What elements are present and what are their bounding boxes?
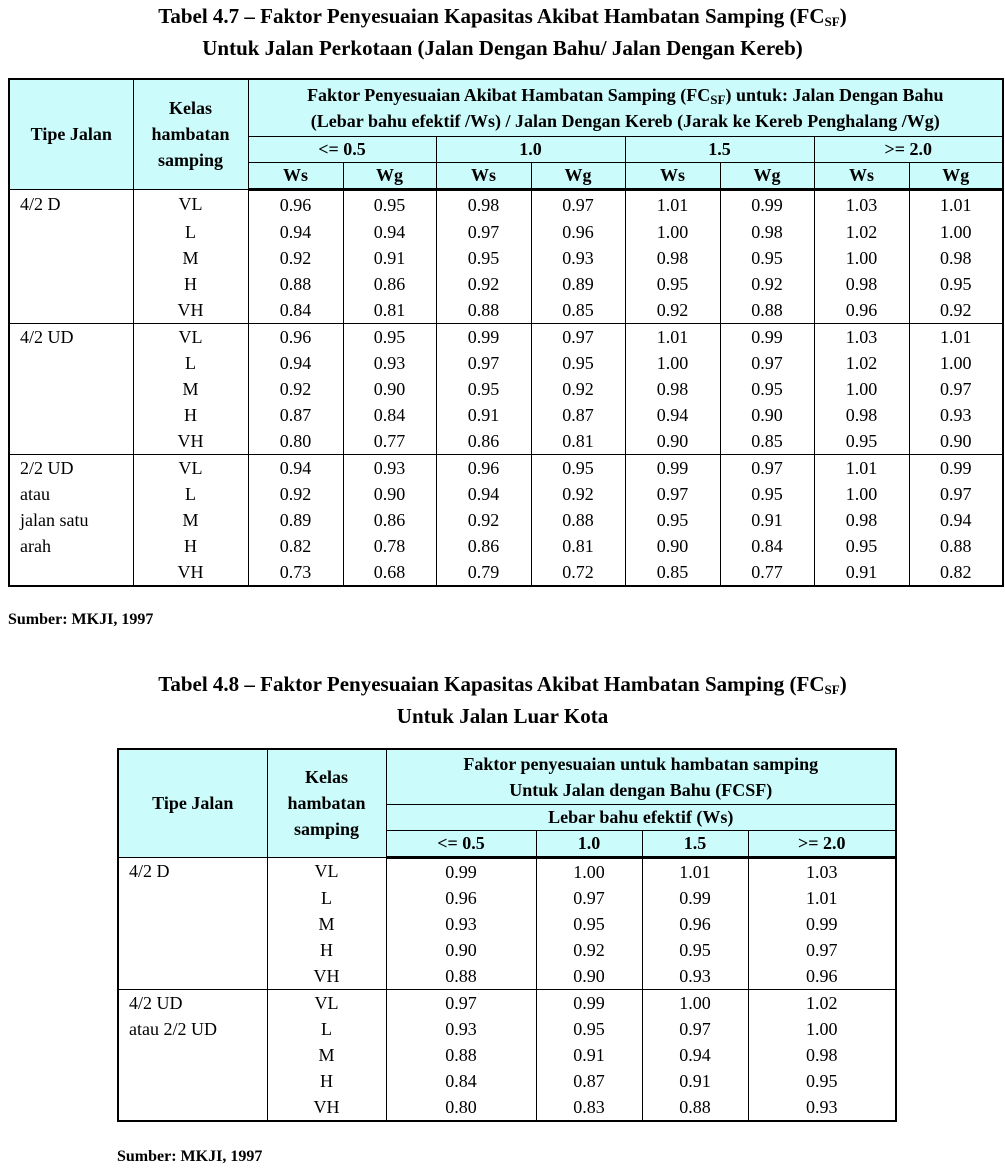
road-type-cell xyxy=(118,1042,267,1068)
class-cell: M xyxy=(267,911,386,937)
value-cell: 0.92 xyxy=(531,481,625,507)
value-cell: 1.00 xyxy=(814,481,909,507)
value-cell: 0.88 xyxy=(909,533,1003,559)
class-cell: H xyxy=(267,1068,386,1094)
road-type-cell: 2/2 UD xyxy=(9,455,133,482)
road-type-cell xyxy=(9,219,133,245)
value-cell: 0.88 xyxy=(720,297,814,324)
value-cell: 0.95 xyxy=(343,324,436,351)
table1-subheader: Wg xyxy=(531,162,625,189)
table-row xyxy=(118,1042,896,1068)
value-cell: 0.86 xyxy=(436,428,531,455)
value-cell: 0.85 xyxy=(531,297,625,324)
value-cell: 0.93 xyxy=(642,963,748,990)
value-cell: 0.95 xyxy=(536,911,642,937)
value-cell: 1.01 xyxy=(642,857,748,885)
value-cell: 0.85 xyxy=(625,559,720,586)
value-cell: 0.88 xyxy=(531,507,625,533)
table-row xyxy=(118,1016,896,1042)
value-cell: 0.92 xyxy=(909,297,1003,324)
road-type-cell xyxy=(9,271,133,297)
value-cell: 0.97 xyxy=(436,219,531,245)
class-cell: M xyxy=(133,376,248,402)
value-cell: 1.01 xyxy=(625,324,720,351)
class-cell: L xyxy=(133,481,248,507)
table1-width-header: 1.5 xyxy=(625,136,814,162)
value-cell: 0.82 xyxy=(248,533,343,559)
road-type-cell: jalan satu xyxy=(20,510,89,530)
value-cell: 0.95 xyxy=(720,376,814,402)
class-cell: L xyxy=(133,350,248,376)
value-cell: 0.90 xyxy=(909,428,1003,455)
table-row xyxy=(9,350,1003,376)
table2-header-kelas: Kelas hambatan samping xyxy=(267,749,386,857)
value-cell: 0.95 xyxy=(625,271,720,297)
value-cell: 0.97 xyxy=(436,350,531,376)
road-type-cell xyxy=(9,402,133,428)
road-type-cell xyxy=(9,428,133,455)
value-cell: 0.99 xyxy=(642,885,748,911)
value-cell: 0.84 xyxy=(343,402,436,428)
table1-width-header: >= 2.0 xyxy=(814,136,1003,162)
table-row xyxy=(9,297,1003,324)
value-cell: 0.81 xyxy=(531,533,625,559)
value-cell: 0.97 xyxy=(536,885,642,911)
class-cell: H xyxy=(133,271,248,297)
value-cell: 0.87 xyxy=(536,1068,642,1094)
table1-source: Sumber: MKJI, 1997 xyxy=(8,611,154,628)
road-type-cell xyxy=(9,376,133,402)
road-type-cell: atau xyxy=(20,484,50,504)
table1 xyxy=(8,78,1004,587)
value-cell: 0.99 xyxy=(625,455,720,482)
value-cell: 0.96 xyxy=(642,911,748,937)
road-type-cell xyxy=(118,937,267,963)
value-cell: 0.89 xyxy=(531,271,625,297)
value-cell: 0.95 xyxy=(536,1016,642,1042)
table-row xyxy=(118,989,896,1016)
value-cell: 0.95 xyxy=(814,428,909,455)
value-cell: 0.68 xyxy=(343,559,436,586)
road-type-cell xyxy=(9,245,133,271)
value-cell: 1.02 xyxy=(814,219,909,245)
class-cell: VH xyxy=(267,1094,386,1121)
value-cell: 0.91 xyxy=(642,1068,748,1094)
value-cell: 0.90 xyxy=(343,376,436,402)
value-cell: 0.99 xyxy=(748,911,896,937)
value-cell: 0.95 xyxy=(625,507,720,533)
value-cell: 0.95 xyxy=(720,481,814,507)
class-cell: L xyxy=(267,885,386,911)
value-cell: 0.94 xyxy=(436,481,531,507)
value-cell: 0.95 xyxy=(343,189,436,219)
road-type-cell: 4/2 UD xyxy=(9,324,133,351)
class-cell: H xyxy=(267,937,386,963)
value-cell: 0.96 xyxy=(248,324,343,351)
table-row xyxy=(9,481,1003,507)
value-cell: 0.95 xyxy=(720,245,814,271)
table2-width-header: <= 0.5 xyxy=(386,830,536,857)
value-cell: 0.97 xyxy=(642,1016,748,1042)
value-cell: 0.94 xyxy=(343,219,436,245)
value-cell: 0.88 xyxy=(386,963,536,990)
table1-header-faktor: Faktor Penyesuaian Akibat Hambatan Samping $(FC_{SF})$ untuk: Jalan Dengan Bahu (Lebar bahu efektif /Ws) / Jalan Dengan Kereb (Jarak ke Kereb Penghalang /Wg) xyxy=(248,79,1003,136)
value-cell: 0.95 xyxy=(642,937,748,963)
value-cell: 0.97 xyxy=(386,989,536,1016)
value-cell: 0.97 xyxy=(748,937,896,963)
table2-source: Sumber: MKJI, 1997 xyxy=(117,1148,263,1165)
value-cell: 0.92 xyxy=(248,481,343,507)
value-cell: 0.98 xyxy=(436,189,531,219)
value-cell: 0.99 xyxy=(909,455,1003,482)
value-cell: 0.95 xyxy=(748,1068,896,1094)
value-cell: 0.98 xyxy=(720,219,814,245)
table-row xyxy=(9,219,1003,245)
value-cell: 0.93 xyxy=(748,1094,896,1121)
value-cell: 0.99 xyxy=(436,324,531,351)
table1-caption: Tabel 4.7 – Faktor Penyesuaian Kapasitas Akibat Hambatan Samping $(FC_{SF})$ Untuk Jalan Perkotaan (Jalan Dengan Bahu/ Jalan Dengan Kereb) xyxy=(158,4,847,60)
road-type-cell: 4/2 D xyxy=(20,194,61,215)
value-cell: 1.03 xyxy=(814,324,909,351)
table-row xyxy=(9,402,1003,428)
class-cell: M xyxy=(133,245,248,271)
value-cell: 0.99 xyxy=(720,189,814,219)
value-cell: 0.97 xyxy=(909,376,1003,402)
table2-width-header: 1.0 xyxy=(536,830,642,857)
table-row xyxy=(9,559,1003,586)
table1-header-tipe: Tipe Jalan xyxy=(9,79,133,189)
table2-width-header: 1.5 xyxy=(642,830,748,857)
value-cell: 0.92 xyxy=(720,271,814,297)
value-cell: 0.91 xyxy=(343,245,436,271)
value-cell: 0.98 xyxy=(814,402,909,428)
table-row xyxy=(9,507,1003,533)
table2-header-lebar: Lebar bahu efektif (Ws) xyxy=(386,804,896,830)
class-cell: VH xyxy=(267,963,386,990)
value-cell: 0.94 xyxy=(248,350,343,376)
value-cell: 1.02 xyxy=(748,989,896,1016)
value-cell: 0.92 xyxy=(436,271,531,297)
value-cell: 0.93 xyxy=(531,245,625,271)
value-cell: 1.03 xyxy=(748,857,896,885)
table-row xyxy=(118,857,896,885)
value-cell: 0.97 xyxy=(909,481,1003,507)
value-cell: 0.94 xyxy=(642,1042,748,1068)
road-type-cell xyxy=(118,911,267,937)
road-type-cell xyxy=(9,350,133,376)
table-row xyxy=(9,533,1003,559)
value-cell: 0.93 xyxy=(909,402,1003,428)
table1-subheader: Ws xyxy=(248,162,343,189)
value-cell: 0.90 xyxy=(625,533,720,559)
road-type-cell xyxy=(118,1094,267,1121)
value-cell: 0.86 xyxy=(343,271,436,297)
value-cell: 0.96 xyxy=(248,189,343,219)
table1-subheader: Ws xyxy=(436,162,531,189)
class-cell: H xyxy=(133,402,248,428)
value-cell: 0.97 xyxy=(531,324,625,351)
class-cell: H xyxy=(133,533,248,559)
value-cell: 0.92 xyxy=(625,297,720,324)
value-cell: 0.94 xyxy=(625,402,720,428)
value-cell: 0.77 xyxy=(720,559,814,586)
road-type-cell: arah xyxy=(20,536,51,556)
value-cell: 0.96 xyxy=(814,297,909,324)
value-cell: 0.72 xyxy=(531,559,625,586)
value-cell: 1.01 xyxy=(748,885,896,911)
table-row xyxy=(9,428,1003,455)
value-cell: 0.90 xyxy=(536,963,642,990)
value-cell: 0.98 xyxy=(625,376,720,402)
value-cell: 0.94 xyxy=(909,507,1003,533)
value-cell: 0.99 xyxy=(386,857,536,885)
value-cell: 0.98 xyxy=(625,245,720,271)
value-cell: 0.96 xyxy=(531,219,625,245)
class-cell: VH xyxy=(133,297,248,324)
value-cell: 0.95 xyxy=(531,455,625,482)
value-cell: 0.78 xyxy=(343,533,436,559)
value-cell: 1.00 xyxy=(748,1016,896,1042)
table-row xyxy=(9,245,1003,271)
value-cell: 1.01 xyxy=(625,189,720,219)
value-cell: 1.00 xyxy=(625,219,720,245)
table2-caption: Tabel 4.8 – Faktor Penyesuaian Kapasitas Akibat Hambatan Samping $(FC_{SF})$ Untuk Jalan Luar Kota xyxy=(158,672,847,728)
table2-header-faktor: Faktor penyesuaian untuk hambatan samping Untuk Jalan dengan Bahu (FCSF) xyxy=(386,749,896,804)
class-cell: VH xyxy=(133,428,248,455)
table-row xyxy=(9,376,1003,402)
value-cell: 0.80 xyxy=(386,1094,536,1121)
road-type-cell xyxy=(118,1068,267,1094)
value-cell: 0.88 xyxy=(248,271,343,297)
table1-subheader: Wg xyxy=(343,162,436,189)
value-cell: 0.98 xyxy=(814,507,909,533)
value-cell: 0.97 xyxy=(531,189,625,219)
value-cell: 0.98 xyxy=(748,1042,896,1068)
value-cell: 0.91 xyxy=(536,1042,642,1068)
value-cell: 0.90 xyxy=(386,937,536,963)
class-cell: VL xyxy=(133,189,248,219)
value-cell: 0.84 xyxy=(720,533,814,559)
road-type-cell xyxy=(118,885,267,911)
value-cell: 0.95 xyxy=(909,271,1003,297)
value-cell: 0.95 xyxy=(814,533,909,559)
table2-width-header: >= 2.0 xyxy=(748,830,896,857)
table-row xyxy=(9,455,1003,482)
table-row xyxy=(118,963,896,990)
value-cell: 0.96 xyxy=(748,963,896,990)
road-type-cell xyxy=(118,963,267,990)
value-cell: 0.93 xyxy=(343,350,436,376)
class-cell: VL xyxy=(267,857,386,885)
value-cell: 0.98 xyxy=(909,245,1003,271)
value-cell: 0.77 xyxy=(343,428,436,455)
road-type-cell xyxy=(9,297,133,324)
value-cell: 0.79 xyxy=(436,559,531,586)
value-cell: 0.97 xyxy=(720,350,814,376)
table1-subheader: Wg xyxy=(720,162,814,189)
value-cell: 0.95 xyxy=(436,245,531,271)
road-type-cell: 4/2 UD xyxy=(118,989,267,1016)
table1-subheader: Ws xyxy=(814,162,909,189)
value-cell: 0.88 xyxy=(642,1094,748,1121)
road-type-cell: 4/2 D xyxy=(129,861,170,881)
value-cell: 0.89 xyxy=(248,507,343,533)
value-cell: 0.73 xyxy=(248,559,343,586)
table-row xyxy=(9,189,1003,219)
value-cell: 1.00 xyxy=(814,376,909,402)
value-cell: 0.95 xyxy=(531,350,625,376)
value-cell: 0.94 xyxy=(248,219,343,245)
value-cell: 0.92 xyxy=(436,507,531,533)
value-cell: 1.00 xyxy=(536,857,642,885)
road-type-cell xyxy=(9,559,133,586)
value-cell: 1.00 xyxy=(625,350,720,376)
class-cell: VL xyxy=(267,989,386,1016)
table2 xyxy=(117,748,897,1122)
value-cell: 1.02 xyxy=(814,350,909,376)
table-row xyxy=(118,1094,896,1121)
value-cell: 1.00 xyxy=(909,350,1003,376)
value-cell: 0.99 xyxy=(536,989,642,1016)
value-cell: 0.91 xyxy=(436,402,531,428)
value-cell: 0.81 xyxy=(531,428,625,455)
table-row xyxy=(9,324,1003,351)
class-cell: VL xyxy=(133,324,248,351)
road-type-cell: atau 2/2 UD xyxy=(129,1018,217,1039)
table-row xyxy=(118,937,896,963)
value-cell: 0.91 xyxy=(720,507,814,533)
table1-subheader: Wg xyxy=(909,162,1003,189)
value-cell: 0.92 xyxy=(248,376,343,402)
table2-header-tipe: Tipe Jalan xyxy=(118,749,267,857)
value-cell: 0.92 xyxy=(531,376,625,402)
value-cell: 0.87 xyxy=(531,402,625,428)
table-row xyxy=(118,911,896,937)
table1-width-header: <= 0.5 xyxy=(248,136,436,162)
value-cell: 0.81 xyxy=(343,297,436,324)
value-cell: 0.93 xyxy=(343,455,436,482)
value-cell: 0.86 xyxy=(436,533,531,559)
value-cell: 1.03 xyxy=(814,189,909,219)
value-cell: 0.86 xyxy=(343,507,436,533)
table-row xyxy=(9,271,1003,297)
value-cell: 0.93 xyxy=(386,911,536,937)
table1-subheader: Ws xyxy=(625,162,720,189)
value-cell: 1.01 xyxy=(814,455,909,482)
value-cell: 0.90 xyxy=(720,402,814,428)
class-cell: L xyxy=(133,219,248,245)
value-cell: 1.00 xyxy=(642,989,748,1016)
value-cell: 1.00 xyxy=(814,245,909,271)
value-cell: 0.95 xyxy=(436,376,531,402)
value-cell: 0.92 xyxy=(248,245,343,271)
value-cell: 0.90 xyxy=(625,428,720,455)
value-cell: 0.96 xyxy=(386,885,536,911)
value-cell: 0.88 xyxy=(386,1042,536,1068)
value-cell: 0.93 xyxy=(386,1016,536,1042)
table1-header-kelas: Kelas hambatan samping xyxy=(133,79,248,189)
value-cell: 1.00 xyxy=(909,219,1003,245)
value-cell: 0.98 xyxy=(814,271,909,297)
value-cell: 0.91 xyxy=(814,559,909,586)
value-cell: 0.94 xyxy=(248,455,343,482)
table-row xyxy=(118,1068,896,1094)
value-cell: 0.82 xyxy=(909,559,1003,586)
class-cell: L xyxy=(267,1016,386,1042)
value-cell: 0.96 xyxy=(436,455,531,482)
table1-width-header: 1.0 xyxy=(436,136,625,162)
value-cell: 0.84 xyxy=(386,1068,536,1094)
value-cell: 0.84 xyxy=(248,297,343,324)
value-cell: 1.01 xyxy=(909,189,1003,219)
value-cell: 0.88 xyxy=(436,297,531,324)
value-cell: 0.80 xyxy=(248,428,343,455)
value-cell: 0.87 xyxy=(248,402,343,428)
class-cell: VH xyxy=(133,559,248,586)
value-cell: 0.83 xyxy=(536,1094,642,1121)
class-cell: M xyxy=(133,507,248,533)
table-row xyxy=(118,885,896,911)
value-cell: 0.85 xyxy=(720,428,814,455)
value-cell: 0.97 xyxy=(625,481,720,507)
value-cell: 0.99 xyxy=(720,324,814,351)
class-cell: VL xyxy=(133,455,248,482)
value-cell: 1.01 xyxy=(909,324,1003,351)
class-cell: M xyxy=(267,1042,386,1068)
value-cell: 0.92 xyxy=(536,937,642,963)
value-cell: 0.97 xyxy=(720,455,814,482)
value-cell: 0.90 xyxy=(343,481,436,507)
